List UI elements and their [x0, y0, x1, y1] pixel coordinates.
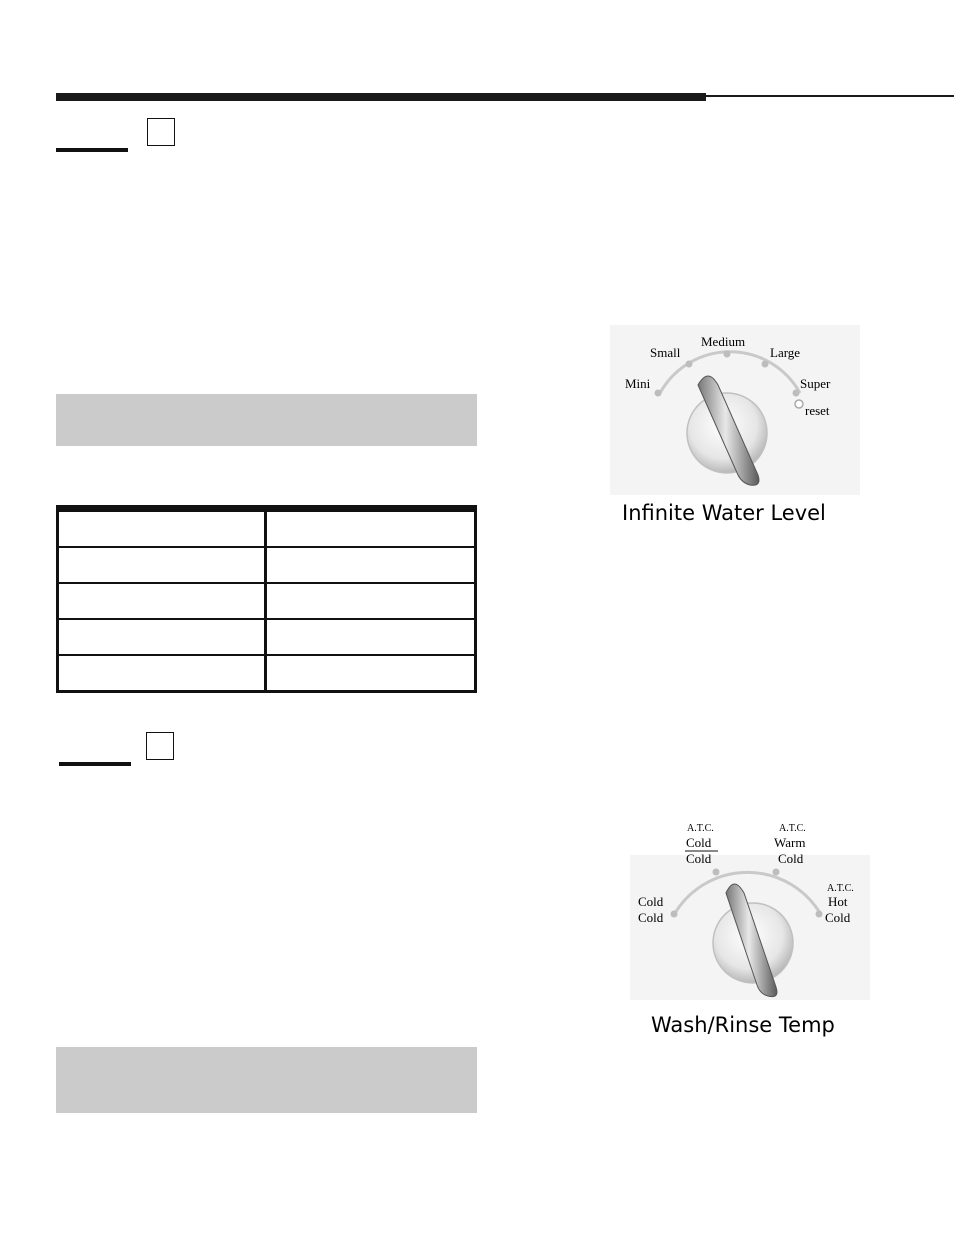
dial-label-medium: Medium — [701, 334, 746, 349]
level-dot-mini — [655, 390, 662, 397]
table-row — [58, 547, 476, 583]
dial-label-cold-cold-1: Cold — [638, 894, 664, 909]
settings-table — [56, 505, 477, 693]
temp-dot-atc-hot — [816, 911, 823, 918]
step-2-underline — [59, 762, 131, 766]
note-box-2 — [56, 1047, 477, 1113]
temp-dot-atc-cold — [713, 869, 720, 876]
temp-dot-atc-warm — [773, 869, 780, 876]
dial-label-atc-cold-tag: A.T.C. — [687, 823, 714, 834]
dial-label-atc-cold-1: Cold — [686, 835, 712, 850]
dial-label-mini: Mini — [625, 376, 651, 391]
table-row — [58, 583, 476, 619]
dial-label-large: Large — [770, 345, 801, 360]
dial-label-super: Super — [800, 376, 831, 391]
water-level-dial[interactable] — [610, 325, 860, 535]
dial-label-atc-warm-tag: A.T.C. — [779, 823, 806, 834]
header-rule-thick — [56, 93, 706, 101]
header-rule-thin — [706, 95, 954, 97]
dial-label-atc-hot-tag: A.T.C. — [827, 883, 854, 894]
dial-label-atc-hot-2: Cold — [825, 910, 851, 925]
wash-rinse-temp-dial[interactable] — [630, 815, 880, 1040]
dial-label-atc-hot-1: Hot — [828, 894, 848, 909]
level-dot-small — [686, 361, 693, 368]
table-row — [58, 509, 476, 548]
level-dot-super — [793, 390, 800, 397]
temp-dot-cold-cold — [671, 911, 678, 918]
temp-dial-title: Wash/Rinse Temp — [651, 1013, 835, 1037]
dial-label-small: Small — [650, 345, 681, 360]
level-dot-reset — [795, 400, 803, 408]
table-row — [58, 655, 476, 692]
dial-label-atc-warm-1: Warm — [774, 835, 806, 850]
water-level-dial-title: Infinite Water Level — [622, 501, 826, 525]
dial-label-reset: reset — [805, 403, 830, 418]
table-row — [58, 619, 476, 655]
note-box-1 — [56, 394, 477, 446]
dial-label-atc-warm-2: Cold — [778, 851, 804, 866]
level-dot-large — [762, 361, 769, 368]
level-dot-medium — [724, 351, 731, 358]
step-1-underline — [56, 148, 128, 152]
step-2-box — [146, 732, 174, 760]
step-1-box — [147, 118, 175, 146]
dial-label-cold-cold-2: Cold — [638, 910, 664, 925]
dial-label-atc-cold-2: Cold — [686, 851, 712, 866]
